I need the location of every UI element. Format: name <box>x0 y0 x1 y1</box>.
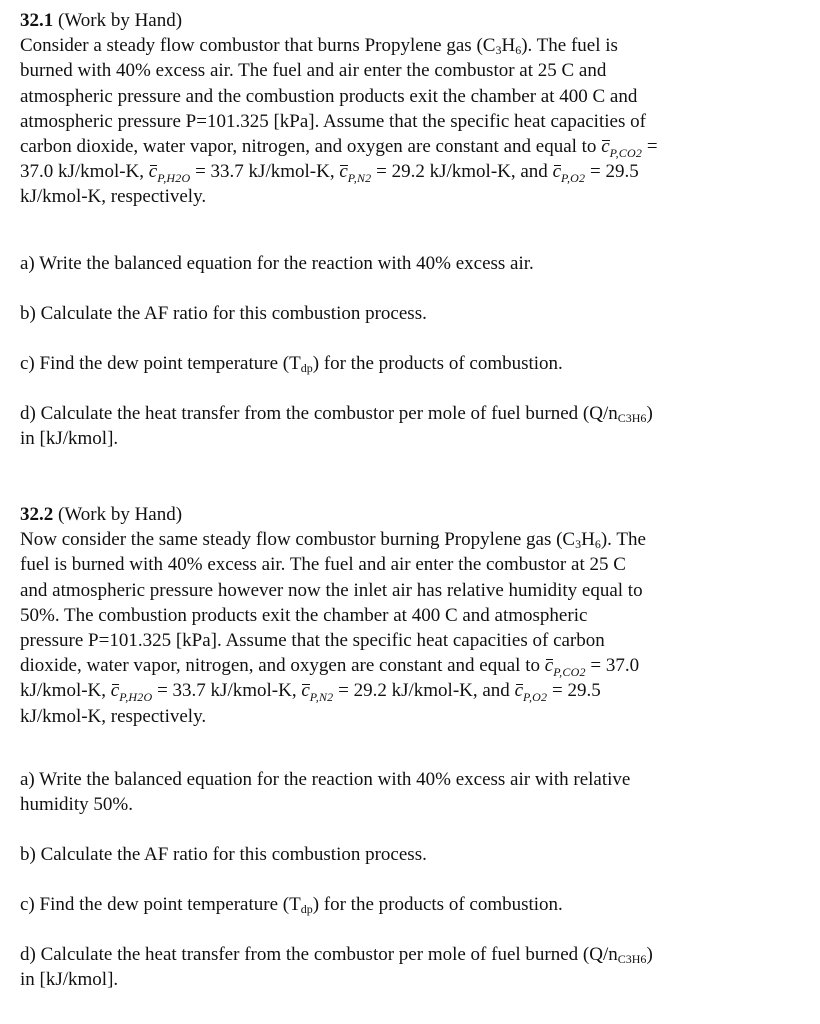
subscript: 3 <box>495 43 502 58</box>
cp-o2-symbol <box>515 678 548 703</box>
part-d-text: in [kJ/kmol]. <box>20 969 119 991</box>
intro-line <box>20 653 800 678</box>
text: H <box>581 529 595 551</box>
part-a-text: humidity 50%. <box>20 794 133 816</box>
symbol-subscript: P,CO2 <box>609 145 643 160</box>
intro-line: pressure P=101.325 [kPa]. Assume that the specific heat capacities of carbon <box>20 629 605 651</box>
c-bar: c <box>544 655 554 677</box>
text: ) <box>646 403 653 424</box>
c-bar: c <box>301 680 310 702</box>
problem-tag: (Work by Hand) <box>58 504 183 525</box>
symbol-subscript: P,H2O <box>157 171 191 186</box>
text: = 33.7 kJ/kmol-K, <box>152 680 302 702</box>
cp-co2-symbol <box>545 653 586 678</box>
subscript: dp <box>300 902 313 916</box>
cp-n2-symbol <box>339 159 371 184</box>
part-c <box>20 892 800 917</box>
intro-line: burned with 40% excess air. The fuel and air enter the combustor at 25 C and <box>20 60 607 82</box>
part-d <box>20 401 800 451</box>
cp-o2-symbol <box>553 159 586 184</box>
text: = 29.2 kJ/kmol-K, and <box>333 680 515 702</box>
part-c-text <box>20 351 800 376</box>
subscript: C3H6 <box>617 952 647 966</box>
text: 37.0 kJ/kmol-K, <box>20 161 149 183</box>
problem-32-1 <box>20 8 800 210</box>
intro-line: kJ/kmol-K, respectively. <box>20 186 207 208</box>
text: d) Calculate the heat transfer from the combustor per mole of fuel burned (Q/n <box>20 403 618 424</box>
text: = 29.2 kJ/kmol-K, and <box>371 161 553 183</box>
text: kJ/kmol-K, <box>20 680 111 702</box>
part-a-text: a) Write the balanced equation for the reaction with 40% excess air. <box>20 253 534 274</box>
intro-line: atmospheric pressure and the combustion products exit the chamber at 400 C and <box>20 85 638 107</box>
part-d <box>20 942 800 992</box>
intro-line: fuel is burned with 40% excess air. The fuel and air enter the combustor at 25 C <box>20 554 626 576</box>
text: = 33.7 kJ/kmol-K, <box>190 161 340 183</box>
intro-line <box>20 159 800 184</box>
text: = <box>642 135 658 157</box>
subscript: 6 <box>594 537 601 552</box>
text: carbon dioxide, water vapor, nitrogen, and oxygen are constant and equal to <box>20 135 602 157</box>
text: = 29.5 <box>585 161 639 183</box>
intro-line: and atmospheric pressure however now the inlet air has relative humidity equal to <box>20 579 643 601</box>
subscript: dp <box>300 361 313 375</box>
text: Consider a steady flow combustor that burns Propylene gas (C <box>20 35 496 57</box>
text: d) Calculate the heat transfer from the combustor per mole of fuel burned (Q/n <box>20 944 618 965</box>
text: ). The fuel is <box>521 35 618 57</box>
c-bar: c <box>601 135 610 157</box>
c-bar: c <box>339 161 348 183</box>
part-b <box>20 842 800 867</box>
problem-number: 32.2 <box>20 504 54 525</box>
text: = 37.0 <box>585 655 640 677</box>
intro-line <box>20 134 800 159</box>
problem-heading <box>20 8 800 33</box>
part-d-text <box>20 942 800 967</box>
symbol-subscript: P,O2 <box>561 171 586 186</box>
part-c-text <box>20 892 800 917</box>
c-bar: c <box>110 680 120 702</box>
text: H <box>501 35 516 57</box>
cp-co2-symbol <box>601 134 642 159</box>
text: = 29.5 <box>547 680 601 702</box>
part-b <box>20 301 800 326</box>
text: dioxide, water vapor, nitrogen, and oxygen are constant and equal to <box>20 655 545 677</box>
subscript: C3H6 <box>617 411 647 425</box>
c-bar: c <box>148 161 158 183</box>
intro-line: atmospheric pressure P=101.325 [kPa]. Assume that the specific heat capacities of <box>20 110 646 132</box>
intro-line <box>20 33 800 58</box>
part-d-text: in [kJ/kmol]. <box>20 428 119 450</box>
intro-line: kJ/kmol-K, respectively. <box>20 705 207 727</box>
intro-line <box>20 527 800 552</box>
subscript: 6 <box>515 43 522 58</box>
cp-h2o-symbol <box>111 678 153 703</box>
subscript: 3 <box>575 537 582 552</box>
part-a-text: a) Write the balanced equation for the reaction with 40% excess air with relative <box>20 769 631 790</box>
symbol-subscript: P,H2O <box>119 690 153 705</box>
problem-tag: (Work by Hand) <box>58 10 183 31</box>
problem-number: 32.1 <box>20 10 54 31</box>
part-a <box>20 767 800 817</box>
text: ) for the products of combustion. <box>312 353 563 374</box>
c-bar: c <box>514 680 523 702</box>
text: ) for the products of combustion. <box>312 894 563 915</box>
text: ) <box>646 944 653 965</box>
cp-n2-symbol <box>301 678 333 703</box>
symbol-subscript: P,CO2 <box>553 665 586 680</box>
symbol-subscript: P,N2 <box>309 690 334 705</box>
symbol-subscript: P,O2 <box>523 690 548 705</box>
intro-line: 50%. The combustion products exit the chamber at 400 C and atmospheric <box>20 604 588 626</box>
text: c) Find the dew point temperature (T <box>20 353 301 374</box>
problem-heading <box>20 502 800 527</box>
symbol-subscript: P,N2 <box>347 171 372 186</box>
problem-32-2 <box>20 502 800 729</box>
part-a <box>20 251 800 276</box>
c-bar: c <box>552 161 561 183</box>
text: ). The <box>600 529 646 551</box>
part-c <box>20 351 800 376</box>
part-d-text <box>20 401 800 426</box>
part-b-text: b) Calculate the AF ratio for this combustion process. <box>20 844 427 865</box>
intro-line <box>20 678 800 703</box>
text: c) Find the dew point temperature (T <box>20 894 301 915</box>
part-b-text: b) Calculate the AF ratio for this combustion process. <box>20 303 427 324</box>
cp-h2o-symbol <box>149 159 191 184</box>
text: Now consider the same steady flow combustor burning Propylene gas (C <box>20 529 576 551</box>
